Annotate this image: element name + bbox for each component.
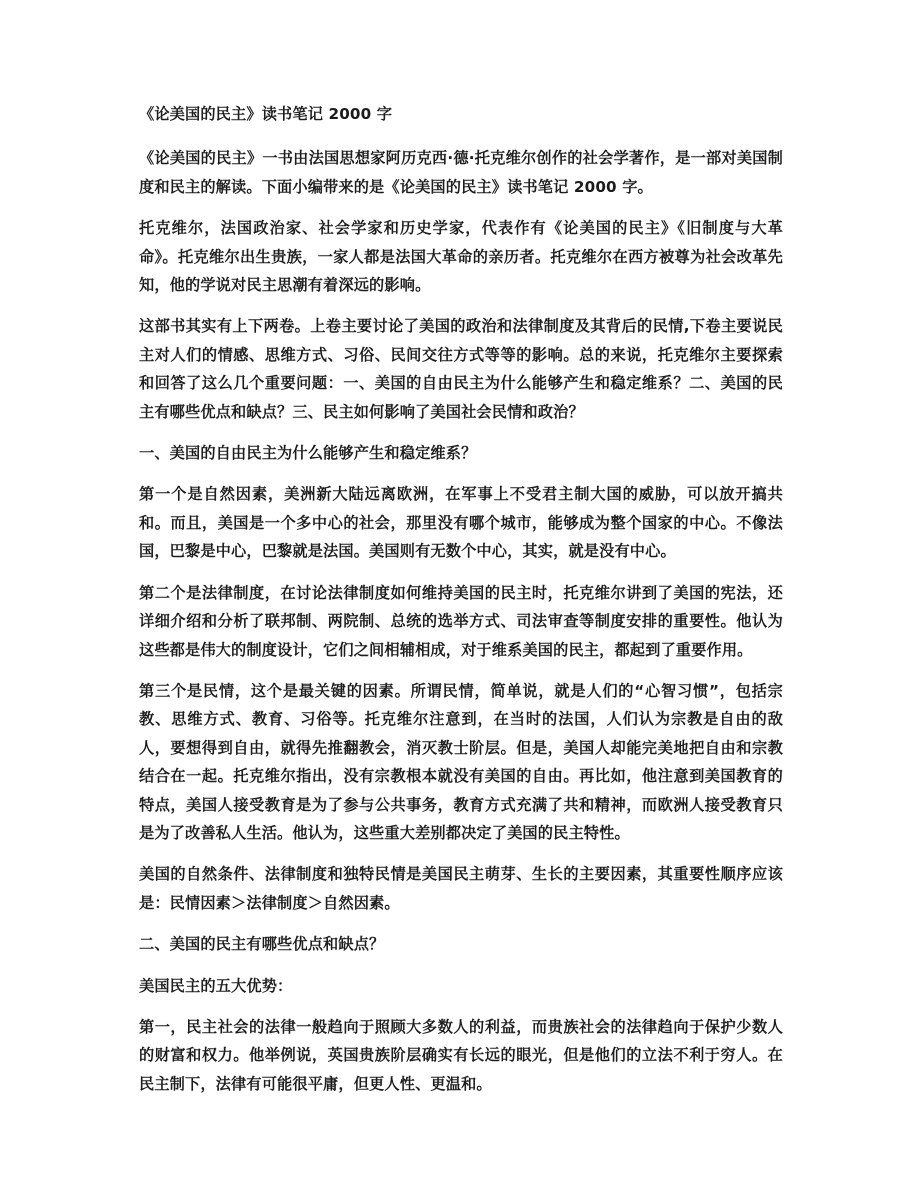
- paragraph-author-bio: 托克维尔，法国政治家、社会学家和历史学家，代表作有《论美国的民主》《旧制度与大革命》。托克维尔出生贵族，一家人都是法国大革命的亲历者。托克维尔在西方被尊为社会改革先知，他的学说对民主思潮有着深远的影响。: [139, 219, 783, 295]
- subheading-advantages: 美国民主的五大优势：: [139, 976, 293, 995]
- paragraph-factor-summary: 美国的自然条件、法律制度和独特民情是美国民主萌芽、生长的主要因素，其重要性顺序应该是：民情因素＞法律制度＞自然因素。: [139, 865, 783, 912]
- paragraph-intro: 《论美国的民主》一书由法国思想家阿历克西·德·托克维尔创作的社会学著作，是一部对美国制度和民主的解读。下面小编带来的是《论美国的民主》读书笔记 2000 字。: [139, 149, 783, 196]
- page-title: 《论美国的民主》读书笔记 2000 字: [139, 105, 393, 123]
- paragraph-factor-nature: 第一个是自然因素，美洲新大陆远离欧洲，在军事上不受君主制大国的威胁，可以放开搞共和。而且，美国是一个多中心的社会，那里没有哪个城市，能够成为整个国家的中心。不像法国，巴黎是中心，巴黎就是法国。美国则有无数个中心，其实，就是没有中心。: [139, 485, 783, 561]
- section-heading-1: 一、美国的自由民主为什么能够产生和稳定维系？: [139, 444, 477, 463]
- section-heading-2: 二、美国的民主有哪些优点和缺点？: [139, 935, 385, 954]
- paragraph-factor-mores: 第三个是民情，这个是最关键的因素。所谓民情，简单说，就是人们的“心智习惯”，包括宗教、思维方式、教育、习俗等。托克维尔注意到，在当时的法国，人们认为宗教是自由的敌人，要想得到自由，就得先推翻教会，消灭教士阶层。但是，美国人却能完美地把自由和宗教结合在一起。托克维尔指出，没有宗教根本就没有美国的自由。再比如，他注意到美国教育的特点，美国人接受教育是为了参与公共事务，教育方式充满了共和精神，而欧洲人接受教育只是为了改善私人生活。他认为，这些重大差别都决定了美国的民主特性。: [139, 681, 783, 842]
- paragraph-book-overview: 这部书其实有上下两卷。上卷主要讨论了美国的政治和法律制度及其背后的民情,下卷主要说民主对人们的情感、思维方式、习俗、民间交往方式等等的影响。总的来说，托克维尔主要探索和回答了这么几个重要问题：一、美国的自由民主为什么能够产生和稳定维系？二、美国的民主有哪些优点和缺点？三、民主如何影响了美国社会民情和政治？: [139, 317, 783, 421]
- paragraph-advantage-1: 第一，民主社会的法律一般趋向于照顾大多数人的利益，而贵族社会的法律趋向于保护少数人的财富和权力。他举例说，英国贵族阶层确实有长远的眼光，但是他们的立法不利于穷人。在民主制下，法律有可能很平庸，但更人性、更温和。: [139, 1017, 783, 1093]
- document-text-column: [139, 100, 783, 1098]
- paragraph-factor-law: 第二个是法律制度，在讨论法律制度如何维持美国的民主时，托克维尔讲到了美国的宪法，还详细介绍和分析了联邦制、两院制、总统的选举方式、司法审查等制度安排的重要性。他认为这些都是伟大的制度设计，它们之间相辅相成，对于维系美国的民主，都起到了重要作用。: [139, 583, 783, 659]
